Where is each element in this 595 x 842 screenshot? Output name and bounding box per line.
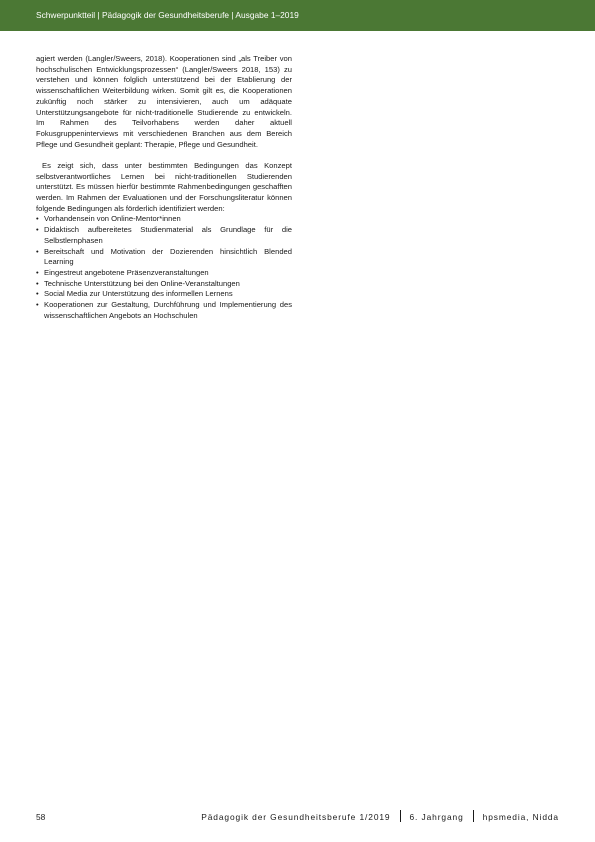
journal-volume: 6. Jahrgang <box>409 812 464 822</box>
list-item <box>36 268 292 279</box>
paragraph: agiert werden (Langler/Sweers, 2018). Kooperationen sind „als Treiber von hochschulischen Entwicklungsprozessen“ (Langler/Sweers 2018, 153) zu verstehen und können folglich unterstützend bei der Etablierung der wissenschaftlichen Weiterbildung wirken. Somit gilt es, die Kooperationen zukünftig noch stärker zu intensivieren, auch um adäquate Unterstützungsangebote für nicht-traditionelle Studierende zu entwickeln. Im Rahmen des Teilvorhabens werden daher aktuell Fokusgruppeninterviews mit verschiedenen Branchen aus dem Bereich Pflege und Gesundheit geplant: Therapie, Pflege und Gesundheit. <box>36 54 292 149</box>
list-item <box>36 300 292 321</box>
bullet-icon: • <box>36 300 39 310</box>
list-item-text: Kooperationen zur Gestaltung, Durchführung und Implementierung des wissenschaftlichen Angebots an Hochschulen <box>44 300 292 320</box>
list-item <box>36 247 292 268</box>
bullet-icon: • <box>36 225 39 235</box>
running-header: Schwerpunktteil | Pädagogik der Gesundheitsberufe | Ausgabe 1–2019 <box>36 10 299 20</box>
page-footer <box>36 810 559 824</box>
bullet-icon: • <box>36 289 39 299</box>
conditions-list <box>36 214 292 321</box>
paragraph: Es zeigt sich, dass unter bestimmten Bedingungen das Konzept selbstverantwortliches Lernen bei nicht-traditionellen Studierenden unterstützt. Es müssen hierfür bestimmte Rahmenbedingungen geschafften werden. Im Rahmen der Evaluationen und der Forschungsliteratur können folgende Bedingungen als förderlich identifiziert werden: <box>36 160 292 213</box>
list-item-text: Didaktisch aufbereitetes Studienmaterial als Grundlage für die Selbstlernphasen <box>44 225 292 245</box>
list-item <box>36 225 292 246</box>
bullet-icon: • <box>36 214 39 224</box>
journal-name: Pädagogik der Gesundheitsberufe 1/2019 <box>201 812 391 822</box>
list-item <box>36 289 292 300</box>
bullet-icon: • <box>36 267 39 277</box>
bullet-icon: • <box>36 278 39 288</box>
list-item-text: Vorhandensein von Online-Mentor*innen <box>44 214 181 224</box>
bullet-icon: • <box>36 246 39 256</box>
publisher: hpsmedia, Nidda <box>482 812 559 822</box>
list-item-text: Bereitschaft und Motivation der Dozierenden hinsichtlich Blended Learning <box>44 246 292 267</box>
list-item-text: Technische Unterstützung bei den Online-Veranstaltungen <box>44 278 240 288</box>
page-number: 58 <box>36 812 46 822</box>
text-column <box>36 54 292 321</box>
footer-citation <box>201 810 559 824</box>
header-bar <box>0 0 595 31</box>
footer-divider <box>400 810 401 822</box>
list-item-text: Eingestreut angebotene Präsenzveranstaltungen <box>44 267 209 277</box>
list-item <box>36 214 292 225</box>
list-item-text: Social Media zur Unterstützung des informellen Lernens <box>44 289 233 299</box>
list-item <box>36 279 292 290</box>
footer-divider <box>473 810 474 822</box>
